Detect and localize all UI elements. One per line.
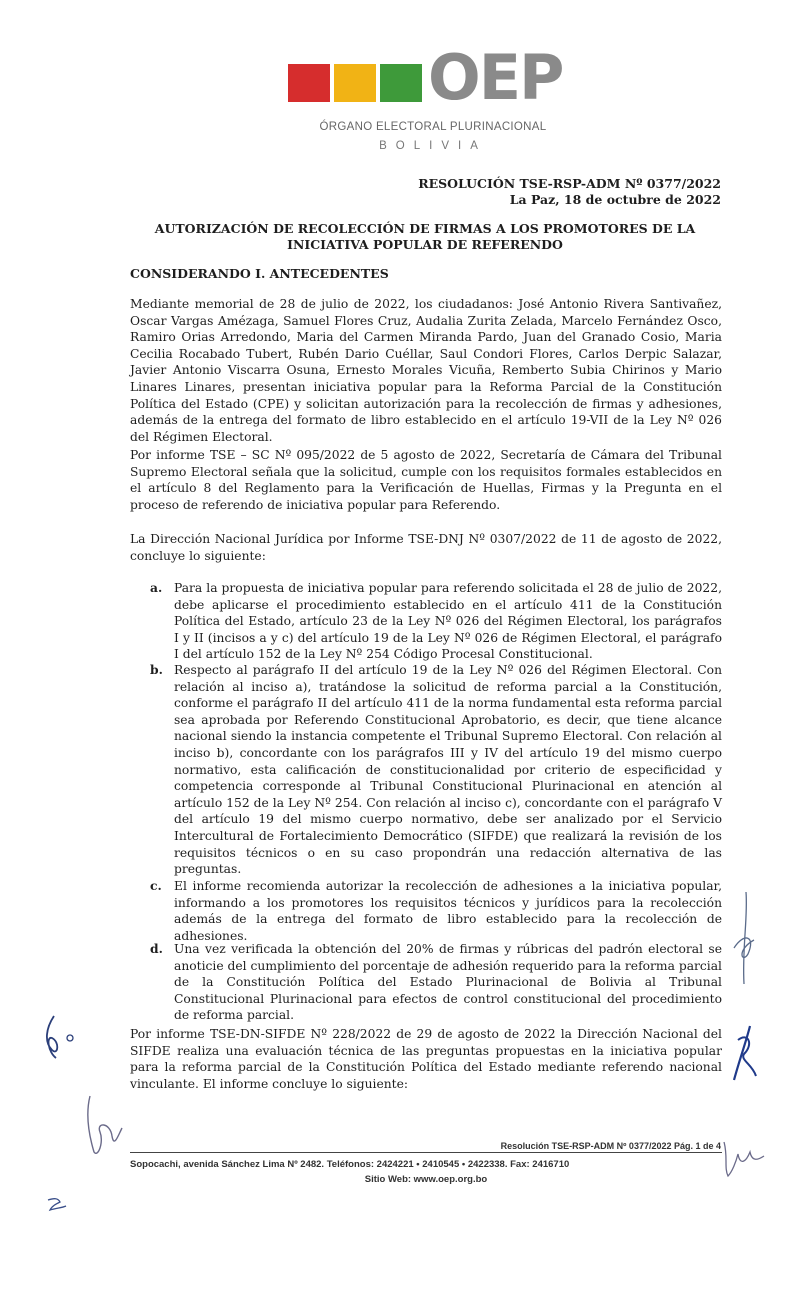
list-item-letter: a.: [150, 580, 163, 595]
list-item: [152, 941, 722, 1024]
list-item-letter: b.: [150, 662, 163, 677]
margin-signature-right-top: [728, 888, 768, 988]
logo-organization: ÓRGANO ELECTORAL PLURINACIONAL: [319, 121, 547, 133]
list-item: [152, 662, 722, 878]
margin-initials-right-bottom: [718, 1132, 768, 1182]
logo-red-square: [288, 64, 330, 102]
list-item-text: Una vez verificada la obtención del 20% de firmas y rúbricas del padrón electoral se anoticie del cumplimiento del porcentaje de adhesión requerido para la reforma parcial de la Constitución Política del Estado Plurinacional de Bolivia al Tribunal Constitucional Plurinacional para efectos de control constitucional del procedimiento de reforma parcial.: [174, 942, 722, 1023]
margin-initials-left-top: [40, 1012, 80, 1062]
paragraph-informe-sifde: Por informe TSE-DN-SIFDE Nº 228/2022 de 29 de agosto de 2022 la Dirección Nacional del SIFDE realiza una evaluación técnica de las preguntas propuestas en la iniciativa popular para la reforma parcial de la Constitución Política del Estado mediante referendo nacional vinculante. El informe concluye lo siguiente:: [130, 1027, 722, 1091]
paragraph-informe-sc: Por informe TSE – SC Nº 095/2022 de 5 agosto de 2022, Secretaría de Cámara del Tribunal Supremo Electoral señala que la solicitud, cumple con los requisitos formales establecidos en el artículo 8 del Reglamento para la Verificación de Huellas, Firmas y la Pregunta en el proceso de referendo de iniciativa popular para Referendo.: [130, 448, 722, 512]
footer-address: Sopocachi, avenida Sánchez Lima Nº 2482. Teléfonos: 2424221 • 2410545 • 2422338. Fax: 2416710: [130, 1159, 570, 1170]
footer-page-reference: Resolución TSE-RSP-ADM Nº 0377/2022 Pág. 1 de 4: [500, 1141, 721, 1151]
document-title: AUTORIZACIÓN DE RECOLECCIÓN DE FIRMAS A LOS PROMOTORES DE LA INICIATIVA POPULAR DE REFERENDO: [154, 221, 696, 252]
section-heading: CONSIDERANDO I. ANTECEDENTES: [130, 266, 389, 281]
margin-initials-left-bottom: [82, 1092, 126, 1162]
logo-green-square: [380, 64, 422, 102]
list-item: [152, 878, 722, 944]
margin-signature-right-blue: [730, 1024, 760, 1084]
resolution-date: La Paz, 18 de octubre de 2022: [509, 192, 721, 207]
footer-divider: [130, 1152, 722, 1153]
list-item-letter: d.: [150, 941, 163, 956]
paragraph-memorial: Mediante memorial de 28 de julio de 2022, los ciudadanos: José Antonio Rivera Santivañez, Oscar Vargas Amézaga, Samuel Flores Cruz, Audalia Zurita Zelada, Marcelo Fernández Osco, Ramiro Orias Arredondo, Maria del Carmen Miranda Pardo, Juan del Granado Cosio, Maria Cecilia Rocabado Tubert, Rubén Dario Cuéllar, Saul Condori Flores, Carlos Derpic Salazar, Javier Antonio Viscarra Osuna, Ernesto Morales Vicuña, Remberto Subia Chirinos y Mario Linares Linares, presentan iniciativa popular para la Reforma Parcial de la Constitución Política del Estado (CPE) y solicitan autorización para la recolección de firmas y adhesiones, además de la entrega del formato de libro establecido en el artículo 19-VII de la Ley Nº 026 del Régimen Electoral.: [130, 297, 722, 444]
list-item: [152, 580, 722, 663]
resolution-number: RESOLUCIÓN TSE-RSP-ADM Nº 0377/2022: [418, 176, 721, 191]
logo-country: BOLIVIA: [379, 140, 487, 152]
paragraph-informe-dnj: La Dirección Nacional Jurídica por Informe TSE-DNJ Nº 0307/2022 de 11 de agosto de 2022, concluye lo siguiente:: [130, 532, 722, 563]
list-item-text: Para la propuesta de iniciativa popular para referendo solicitada el 28 de julio de 2022, debe aplicarse el procedimiento establecido en el artículo 411 de la Constitución Política del Estado, artículo 23 de la Ley Nº 026 del Régimen Electoral, los parágrafos I y II (incisos a y c) del artículo 19 de la Ley Nº 026 de Régimen Electoral, el parágrafo I del artículo 152 de la Ley Nº 254 Código Procesal Constitucional.: [174, 581, 722, 662]
list-item-letter: c.: [150, 878, 162, 893]
margin-stamp-mark: [46, 1196, 70, 1212]
footer-website: Sitio Web: www.oep.org.bo: [364, 1174, 488, 1185]
list-item-text: El informe recomienda autorizar la recolección de adhesiones a la iniciativa popular, informando a los promotores los requisitos técnicos y jurídicos para la recolección además de la entrega del formato de libro establecido para la recolección de adhesiones.: [174, 879, 722, 943]
list-item-text: Respecto al parágrafo II del artículo 19 de la Ley Nº 026 del Régimen Electoral. Con relación al inciso a), tratándose la solicitud de reforma parcial a la Constitución, conforme el parágrafo II del artículo 411 de la norma fundamental esta reforma parcial sea aprobada por Referendo Constitucional Aprobatorio, es decir, que tiene alcance nacional siendo la instancia competente el Tribunal Supremo Electoral. Con relación al inciso b), concordante con los parágrafos III y IV del artículo 19 del mismo cuerpo normativo, esta calificación de constitucionalidad por criterio de especificidad y competencia corresponde al Tribunal Constitucional Plurinacional en atención al artículo 152 de la Ley Nº 254. Con relación al inciso c), concordante con el parágrafo V del artículo 19 del mismo cuerpo normativo, debe ser analizado por el Servicio Intercultural de Fortalecimiento Democrático (SIFDE) que realizará la revisión de los requisitos técnicos o en su caso propondrán una redacción alternativa de las preguntas.: [174, 663, 722, 877]
logo-yellow-square: [334, 64, 376, 102]
oep-logo: [288, 41, 588, 157]
logo-acronym: OEP: [428, 41, 563, 114]
